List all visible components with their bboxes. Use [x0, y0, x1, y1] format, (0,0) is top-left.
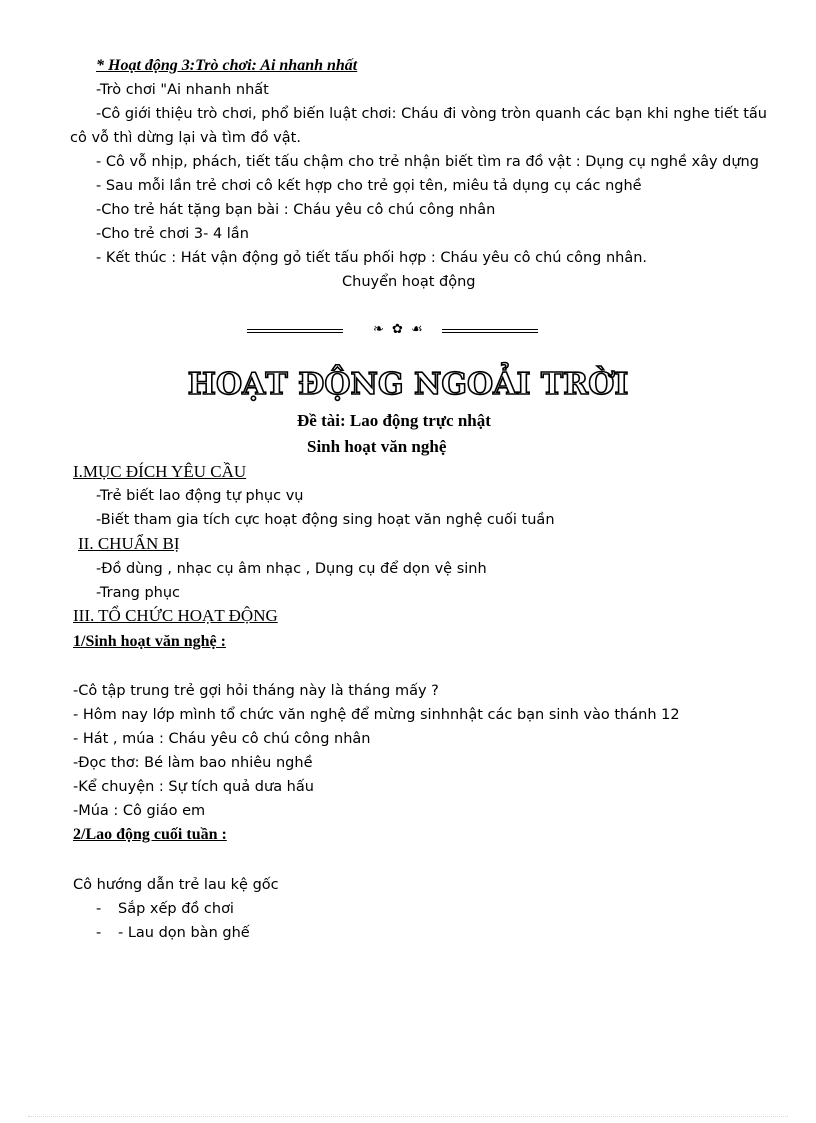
activity3-line: -Cho trẻ chơi 3- 4 lần [96, 226, 249, 242]
section2-item: -Trang phục [96, 585, 181, 601]
activity3-line: -Cô giới thiệu trò chơi, phổ biến luật chơi: Cháu đi vòng tròn quanh các bạn khi nghe tiết tấu [96, 106, 767, 122]
page-bottom-border [28, 1116, 788, 1117]
activity3-line: cô vỗ thì dừng lại và tìm đồ vật. [70, 130, 301, 146]
activity3-heading: * Hoạt động 3:Trò chơi: Ai nhanh nhất [96, 57, 358, 74]
ornament-divider [247, 322, 545, 339]
flourish-icon: ❧ ✿ ☙ [373, 322, 425, 337]
section3-heading: III. TỔ CHỨC HOẠT ĐỘNG [73, 606, 278, 625]
section2-heading: II. CHUẨN BỊ [78, 534, 180, 553]
subsection1-item: -Đọc thơ: Bé làm bao nhiêu nghề [73, 755, 313, 771]
activity3-line: - Cô vỗ nhịp, phách, tiết tấu chậm cho trẻ nhận biết tìm ra đồ vật : Dụng cụ nghề xây dựng [96, 154, 759, 170]
activity3-line: -Trò chơi "Ai nhanh nhất [96, 82, 269, 98]
section2-item: -Đồ dùng , nhạc cụ âm nhạc , Dụng cụ để dọn vệ sinh [96, 561, 487, 577]
subsection1-item: - Hát , múa : Cháu yêu cô chú công nhân [73, 731, 371, 747]
section1-heading: I.MỤC ĐÍCH YÊU CẦU [73, 462, 247, 481]
subsection2-item: Sắp xếp đồ chơi [118, 901, 234, 917]
outdoor-banner-title: HOẠT ĐỘNG NGOẢI TRỜI [187, 367, 629, 402]
activity3-line: -Cho trẻ hát tặng bạn bài : Cháu yêu cô chú công nhân [96, 202, 496, 218]
subsection1-item: -Cô tập trung trẻ gợi hỏi tháng này là tháng mấy ? [73, 683, 439, 699]
subsection2-intro: Cô hướng dẫn trẻ lau kệ gốc [73, 877, 279, 893]
subsection2-item: - Lau dọn bàn ghế [118, 925, 250, 941]
divider-rule-right [442, 329, 538, 333]
transition-text: Chuyển hoạt động [342, 274, 476, 290]
subsection1-heading: 1/Sinh hoạt văn nghệ : [73, 633, 226, 650]
subsection1-item: -Múa : Cô giáo em [73, 803, 206, 819]
section1-item: -Trẻ biết lao động tự phục vụ [96, 488, 304, 504]
subsection2-heading: 2/Lao động cuối tuần : [73, 826, 227, 843]
bullet-marker: - [96, 925, 102, 941]
activity3-line: - Kết thúc : Hát vận động gỏ tiết tấu phối hợp : Cháu yêu cô chú công nhân. [96, 250, 648, 266]
activity3-line: - Sau mỗi lần trẻ chơi cô kết hợp cho trẻ gọi tên, miêu tả dụng cụ các nghề [96, 178, 642, 194]
subsection1-item: - Hôm nay lớp mình tổ chức văn nghệ để mừng sinhnhật các bạn sinh vào thánh 12 [73, 707, 680, 723]
topic-title: Đề tài: Lao động trực nhật [297, 411, 491, 430]
divider-rule-left [247, 329, 343, 333]
section1-item: -Biết tham gia tích cực hoạt động sing hoạt văn nghệ cuối tuần [96, 512, 555, 528]
topic-subtitle: Sinh hoạt văn nghệ [307, 437, 447, 456]
subsection1-item: -Kể chuyện : Sự tích quả dưa hấu [73, 779, 314, 795]
bullet-marker: - [96, 901, 102, 917]
